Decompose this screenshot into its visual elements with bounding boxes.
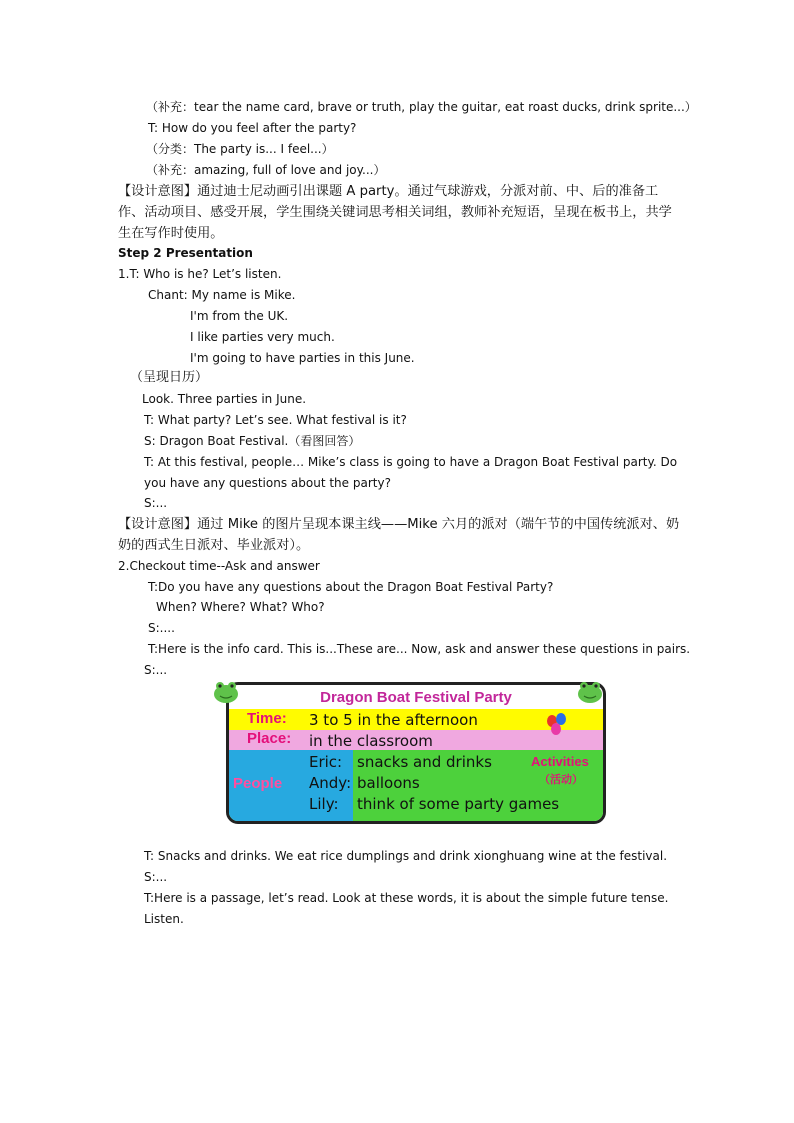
task-lily: think of some party games bbox=[357, 795, 560, 813]
place-label: Place: bbox=[247, 730, 292, 747]
student-answer-4: S:... bbox=[144, 870, 168, 884]
question-feel: T: How do you feel after the party? bbox=[148, 121, 357, 135]
look-line: Look. Three parties in June. bbox=[142, 392, 307, 406]
what-party-line: T: What party? Let’s see. What festival is it? bbox=[144, 413, 407, 427]
task-andy: balloons bbox=[357, 774, 420, 792]
passage-line: T:Here is a passage, let’s read. Look at these words, it is about the simple future tense. Listen. bbox=[144, 891, 669, 926]
place-value: in the classroom bbox=[309, 732, 433, 750]
task-eric: snacks and drinks bbox=[357, 753, 492, 771]
name-eric: Eric: bbox=[309, 753, 343, 771]
frog-icon bbox=[212, 680, 240, 704]
design-intent-1: 【设计意图】通过迪士尼动画引出课题 A party。通过气球游戏，分派对前、中、后的准备工作、活动项目、感受开展，学生围绕关键词思考相关词组，教师补充短语，呈现在板书上，共学生在写作时使用。 bbox=[118, 184, 672, 241]
info-card-line: T:Here is the info card. This is...These are... Now, ask and answer these questions in pairs. bbox=[148, 642, 691, 656]
activities-cn-label: （活动） bbox=[539, 774, 583, 786]
balloon-icon bbox=[551, 723, 561, 735]
calendar-note: （呈现日历） bbox=[130, 370, 209, 385]
name-lily: Lily: bbox=[309, 795, 339, 813]
activities-label: Activities bbox=[531, 754, 589, 769]
chant-line-2: I'm from the UK. bbox=[190, 309, 289, 323]
question-who: 1.T: Who is he? Let’s listen. bbox=[118, 267, 282, 281]
chant-line-3: I like parties very much. bbox=[190, 330, 335, 344]
student-answer-1: S:... bbox=[144, 496, 168, 510]
info-card bbox=[212, 680, 612, 824]
checkout-heading: 2.Checkout time--Ask and answer bbox=[118, 559, 320, 573]
questions-line: T:Do you have any questions about the Dragon Boat Festival Party? bbox=[148, 580, 554, 594]
card-title: Dragon Boat Festival Party bbox=[320, 689, 512, 706]
time-value: 3 to 5 in the afternoon bbox=[309, 711, 478, 729]
people-label: People bbox=[233, 775, 283, 792]
design-intent-2: 【设计意图】通过 Mike 的图片呈现本课主线——Mike 六月的派对（端午节的中国传统派对、奶奶的西式生日派对、毕业派对）。 bbox=[118, 517, 680, 553]
supplement-line-1: （补充：tear the name card, brave or truth, play the guitar, eat roast ducks, drink sprite...） bbox=[146, 100, 697, 114]
chant-line-1: Chant: My name is Mike. bbox=[148, 288, 296, 302]
snacks-line: T: Snacks and drinks. We eat rice dumplings and drink xionghuang wine at the festival. bbox=[144, 849, 668, 863]
info-card-frame bbox=[226, 682, 606, 824]
festival-question: T: At this festival, people… Mike’s class is going to have a Dragon Boat Festival party. Do you have any questions about the party? bbox=[144, 455, 678, 490]
classify-line: （分类：The party is... I feel...） bbox=[146, 142, 334, 156]
chant-line-4: I'm going to have parties in this June. bbox=[190, 351, 415, 365]
step-2-heading: Step 2 Presentation bbox=[118, 246, 253, 260]
frog-icon bbox=[576, 680, 604, 704]
supplement-line-2: （补充：amazing, full of love and joy...） bbox=[146, 163, 386, 177]
student-answer-3: S:... bbox=[144, 663, 168, 677]
wh-questions: When? Where? What? Who? bbox=[156, 600, 325, 614]
answer-dragon-boat: S: Dragon Boat Festival.（看图回答） bbox=[144, 434, 361, 448]
time-label: Time: bbox=[247, 710, 287, 727]
student-answer-2: S:.... bbox=[148, 621, 175, 635]
name-andy: Andy: bbox=[309, 774, 352, 792]
